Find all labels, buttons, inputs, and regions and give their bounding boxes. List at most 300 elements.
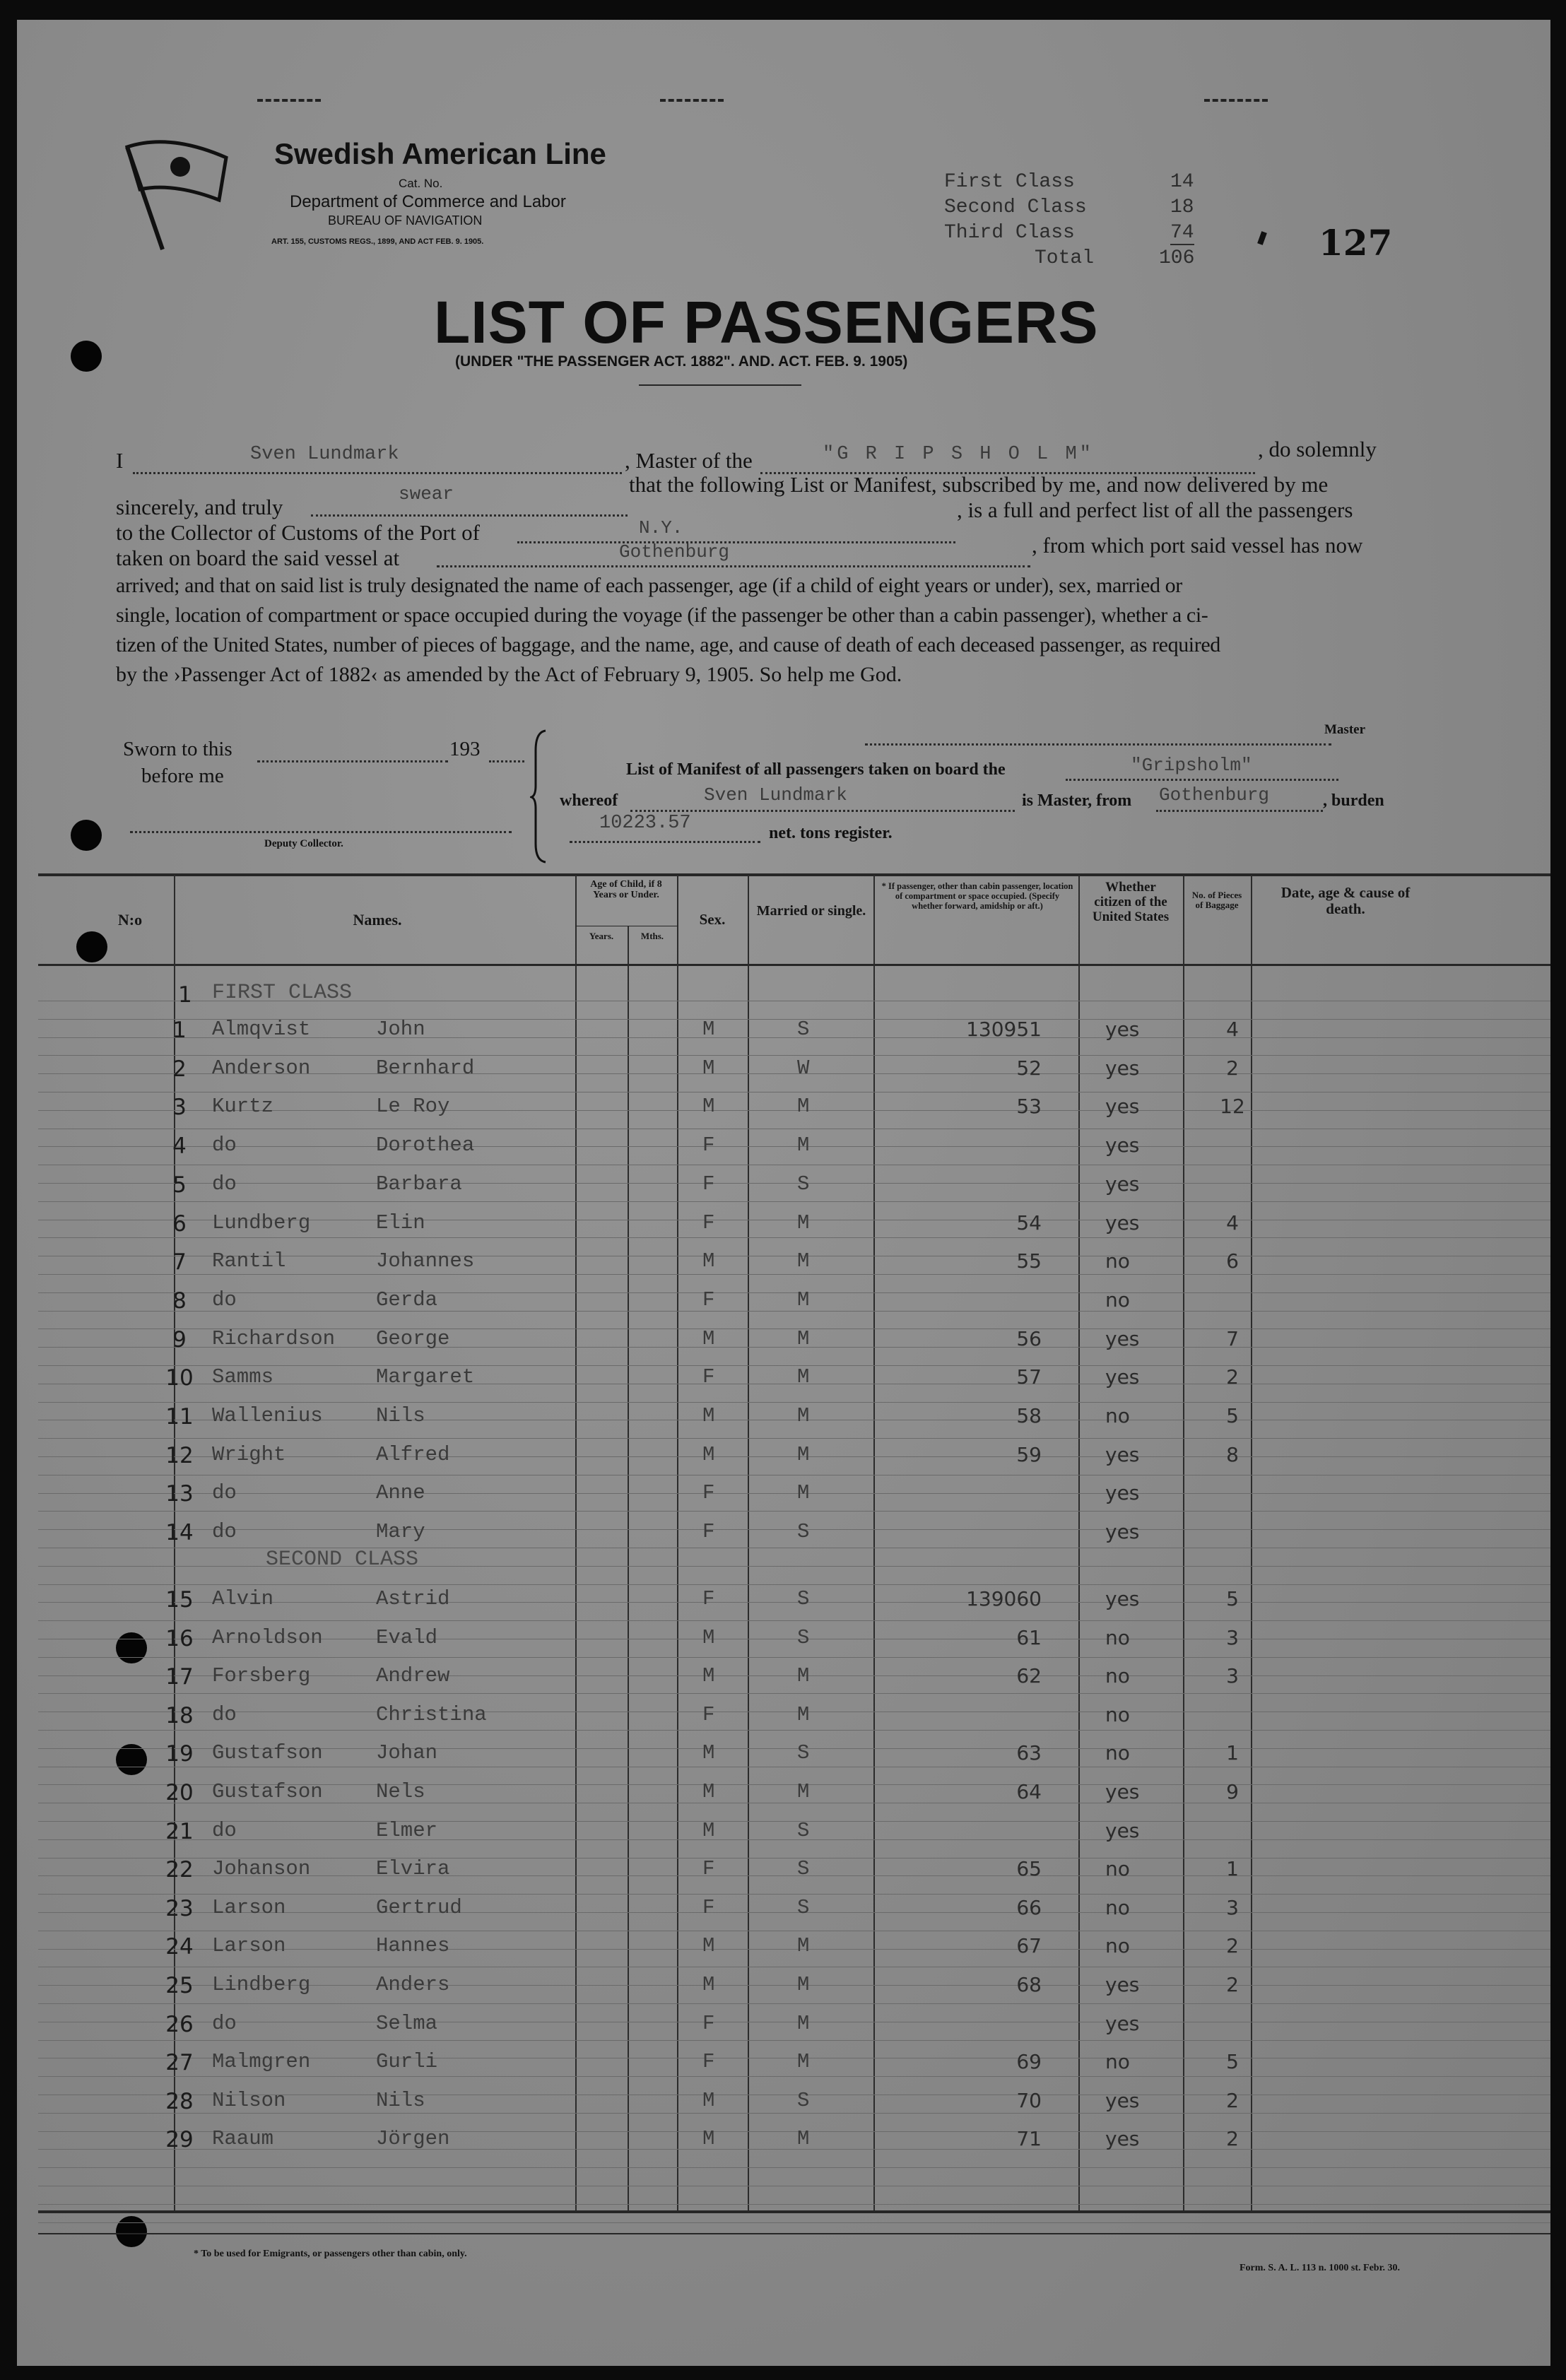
column-divider [575, 875, 577, 2210]
cell-citizen: no [1105, 1934, 1130, 1958]
cell-given-name: Elvira [376, 1857, 450, 1881]
header-no: N:o [117, 911, 143, 929]
cell-citizen: no [1105, 1741, 1130, 1765]
oath-from-which: , from which port said vessel has now [1032, 533, 1363, 558]
cell-location: 54 [1016, 1210, 1042, 1235]
column-divider [628, 926, 629, 2210]
cell-row-number: 21 [165, 1818, 194, 1844]
cell-row-number: 6 [172, 1210, 187, 1237]
oath-taken-on-board: taken on board the said vessel at [116, 546, 400, 570]
whereof: whereof [560, 791, 618, 810]
cell-given-name: Johan [376, 1741, 438, 1765]
cell-marital-status: M [797, 1780, 810, 1803]
cell-surname: Lindberg [212, 1973, 311, 1996]
header-location: * If passenger, other than cabin passenger, location of compartment or space occupied. (Specify whether forward, amidship or aft.) [881, 881, 1073, 911]
master-label: Master [1324, 722, 1366, 737]
column-divider [873, 875, 875, 2210]
row-rule [38, 2167, 1550, 2168]
cell-marital-status: M [797, 1702, 810, 1726]
manifest-vessel: "Gripsholm" [1131, 755, 1252, 776]
cell-citizen: yes [1105, 1520, 1140, 1544]
header-sex: Sex. [699, 911, 726, 928]
third-class-label: Third Class [944, 222, 1075, 244]
cell-location: 69 [1016, 2050, 1042, 2074]
cell-baggage-count: 2 [1226, 1973, 1239, 1996]
master-signature-line [865, 743, 1331, 746]
first-class-value: 14 [1170, 171, 1194, 193]
oath-departure-port: Gothenburg [619, 541, 730, 562]
oath-sincerely: sincerely, and truly [116, 495, 283, 519]
cell-given-name: George [376, 1326, 450, 1350]
cell-citizen: yes [1105, 1973, 1140, 1996]
cell-row-number: 13 [165, 1481, 194, 1507]
cell-given-name: Johannes [376, 1249, 475, 1273]
cell-marital-status: M [797, 1481, 810, 1505]
cell-sex: F [702, 1520, 715, 1544]
punch-hole [71, 341, 102, 372]
cell-sex: M [702, 1818, 715, 1842]
row-rule [38, 1821, 1550, 1822]
cell-marital-status: S [797, 1741, 810, 1765]
cell-baggage-count: 2 [1226, 2127, 1239, 2151]
cell-location: 55 [1016, 1249, 1042, 1273]
cell-surname: Gustafson [212, 1741, 323, 1765]
dotted-field [1066, 779, 1338, 781]
cell-sex: M [702, 1934, 715, 1958]
punch-hole [76, 931, 107, 962]
cell-row-number: 7 [172, 1249, 187, 1276]
oath-port: N.Y. [639, 517, 683, 538]
cell-surname: Alvin [212, 1587, 274, 1610]
cell-given-name: Jörgen [376, 2127, 450, 2151]
cell-location: 59 [1016, 1442, 1042, 1466]
net-tons: net. tons register. [769, 824, 893, 842]
cell-baggage-count: 8 [1226, 1442, 1239, 1466]
cell-baggage-count: 4 [1226, 1210, 1239, 1235]
cell-surname: Anderson [212, 1056, 311, 1080]
cell-citizen: yes [1105, 1481, 1140, 1505]
cell-given-name: Gertrud [376, 1895, 462, 1919]
first-class-label: First Class [944, 171, 1075, 193]
third-class-value: 74 [1170, 222, 1194, 244]
punch-hole [71, 820, 102, 851]
cell-citizen: yes [1105, 1326, 1140, 1350]
cell-marital-status: S [797, 1172, 810, 1196]
oath-line-1: arrived; and that on said list is truly designated the name of each passenger, age (if a child of eight years or under), sex, married or [116, 574, 1182, 597]
deputy-collector: Deputy Collector. [264, 838, 343, 849]
cell-citizen: no [1105, 2050, 1130, 2074]
header-married: Married or single. [756, 903, 866, 919]
header-death: Date, age & cause of death. [1281, 884, 1411, 918]
cell-location: 58 [1016, 1404, 1042, 1427]
row-rule [38, 1584, 1550, 1585]
oath-following-list: that the following List or Manifest, subscribed by me, and now delivered by me [629, 472, 1329, 497]
second-class-value: 18 [1170, 196, 1194, 218]
row-rule [38, 1657, 1550, 1658]
row-rule [38, 2113, 1550, 2114]
cell-given-name: Mary [376, 1520, 425, 1544]
punch-hole [116, 1632, 147, 1663]
cell-citizen: yes [1105, 2011, 1140, 2035]
cell-row-number: 19 [165, 1741, 194, 1767]
line-name: Swedish American Line [274, 137, 606, 170]
cell-baggage-count: 1 [1226, 1857, 1239, 1881]
cell-sex: M [702, 1442, 715, 1466]
cell-marital-status: M [797, 1973, 810, 1996]
row-rule [38, 1237, 1550, 1238]
cell-given-name: Anne [376, 1481, 425, 1505]
cell-row-number: 3 [172, 1095, 187, 1121]
cat-no: Cat. No. [399, 177, 443, 190]
cell-baggage-count: 3 [1226, 1625, 1239, 1649]
cell-baggage-count: 2 [1226, 2088, 1239, 2112]
row-rule [38, 1529, 1550, 1530]
cell-citizen: yes [1105, 1172, 1140, 1196]
oath-do-solemnly: , do solemnly [1258, 437, 1377, 461]
header-names: Names. [353, 911, 402, 929]
dotted-field [257, 760, 448, 762]
cell-row-number: 1 [172, 1018, 187, 1043]
row-rule [38, 2222, 1550, 2223]
dotted-field [1156, 810, 1323, 812]
dotted-field [133, 472, 622, 474]
row-rule [38, 1839, 1550, 1840]
cell-marital-status: S [797, 1587, 810, 1610]
cell-row-number: 14 [165, 1520, 194, 1546]
list-of-manifest: List of Manifest of all passengers taken on board the [626, 760, 1006, 779]
oath-line-2: single, location of compartment or space occupied during the voyage (if the passenger be other than a cabin passenger), whether a ci- [116, 603, 1208, 627]
cell-baggage-count: 2 [1226, 1934, 1239, 1958]
header-age: Age of Child, if 8 Years or Under. [590, 879, 662, 901]
cell-marital-status: S [797, 1520, 810, 1544]
top-mark [257, 99, 321, 102]
cell-sex: M [702, 1326, 715, 1350]
cell-surname: Wallenius [212, 1404, 323, 1427]
cell-baggage-count: 7 [1226, 1326, 1239, 1350]
cell-marital-status: M [797, 2050, 810, 2074]
dotted-field [437, 565, 1030, 567]
row-rule [38, 1511, 1550, 1512]
cell-location: 52 [1016, 1056, 1042, 1080]
row-rule [38, 2204, 1550, 2205]
row-rule [38, 1146, 1550, 1147]
cell-baggage-count: 2 [1226, 1365, 1239, 1389]
cell-surname: do [212, 1288, 237, 1312]
cell-given-name: Elin [376, 1210, 425, 1235]
row-rule [38, 1311, 1550, 1312]
cell-sex: M [702, 2088, 715, 2112]
cell-given-name: Dorothea [376, 1133, 475, 1157]
header-years: Years. [589, 931, 614, 941]
total-label: Total [1035, 247, 1095, 269]
oath-swear: swear [399, 483, 454, 505]
cell-row-number: 23 [165, 1895, 194, 1921]
manifest-tons: 10223.57 [599, 813, 691, 834]
cell-row-number: 29 [165, 2127, 194, 2153]
cell-sex: F [702, 1702, 715, 1726]
cell-surname: Nilson [212, 2088, 286, 2112]
row-rule [38, 1894, 1550, 1895]
cell-given-name: John [376, 1018, 425, 1041]
cell-baggage-count: 3 [1226, 1664, 1239, 1688]
cell-baggage-count: 5 [1226, 1587, 1239, 1610]
cell-citizen: yes [1105, 1056, 1140, 1080]
column-divider [1078, 875, 1080, 2210]
cell-baggage-count: 2 [1226, 1056, 1239, 1080]
top-mark [660, 99, 724, 102]
cell-given-name: Gerda [376, 1288, 438, 1312]
row-rule [38, 1292, 1550, 1293]
row-rule [38, 1201, 1550, 1202]
cell-marital-status: S [797, 1625, 810, 1649]
cell-marital-status: M [797, 1095, 810, 1119]
row-rule [38, 1402, 1550, 1403]
cell-sex: F [702, 1365, 715, 1389]
cell-marital-status: M [797, 1664, 810, 1688]
cell-sex: M [702, 1625, 715, 1649]
oath-i: I [116, 448, 124, 473]
cell-marital-status: M [797, 1442, 810, 1466]
row-rule [38, 1730, 1550, 1731]
footer-note: * To be used for Emigrants, or passengers other than cabin, only. [194, 2249, 467, 2259]
flag-logo [106, 133, 247, 253]
row-rule [38, 1620, 1550, 1621]
cell-row-number: 9 [172, 1326, 187, 1353]
cell-row-number: 15 [165, 1587, 194, 1613]
cell-location: 70 [1016, 2088, 1042, 2112]
section-second-label: SECOND CLASS [266, 1548, 419, 1572]
dotted-field [311, 514, 628, 517]
cell-baggage-count: 6 [1226, 1249, 1239, 1273]
tick-mark [1257, 231, 1267, 245]
table-top-rule [38, 873, 1550, 876]
oath-collector: to the Collector of Customs of the Port of [116, 520, 480, 545]
cell-surname: do [212, 1702, 237, 1726]
cell-citizen: yes [1105, 2088, 1140, 2112]
punch-hole [116, 2216, 147, 2247]
is-master-from: is Master, from [1022, 791, 1132, 810]
cell-marital-status: M [797, 1288, 810, 1312]
table-bottom-rule [38, 2233, 1550, 2234]
cell-baggage-count: 5 [1226, 1404, 1239, 1427]
cell-given-name: Evald [376, 1625, 438, 1649]
cell-sex: F [702, 2050, 715, 2074]
cell-citizen: yes [1105, 1818, 1140, 1842]
cell-row-number: 27 [165, 2050, 194, 2076]
header-citizen: Whether citizen of the United States [1092, 880, 1170, 924]
cell-surname: Kurtz [212, 1095, 274, 1119]
cell-given-name: Nels [376, 1780, 425, 1803]
manifest-page [17, 20, 1550, 2366]
cell-sex: M [702, 1249, 715, 1273]
cell-sex: F [702, 1587, 715, 1610]
oath-line-3: tizen of the United States, number of pieces of baggage, and the name, age, and cause of death of each deceased passenger, as required [116, 633, 1220, 656]
cell-given-name: Elmer [376, 1818, 438, 1842]
header-mths: Mths. [640, 931, 664, 941]
page-subtitle: (UNDER "THE PASSENGER ACT. 1882". AND. ACT. FEB. 9. 1905) [455, 353, 908, 370]
cell-given-name: Selma [376, 2011, 438, 2035]
row-rule [38, 1183, 1550, 1184]
cell-surname: Almqvist [212, 1018, 311, 1041]
dotted-field [630, 810, 1015, 812]
brace [530, 729, 551, 864]
cell-surname: Larson [212, 1895, 286, 1919]
cell-sex: F [702, 2011, 715, 2035]
cell-marital-status: S [797, 2088, 810, 2112]
cell-given-name: Nils [376, 1404, 425, 1427]
cell-location: 68 [1016, 1973, 1042, 1996]
form-number: Form. S. A. L. 113 n. 1000 st. Febr. 30. [1240, 2263, 1400, 2273]
cell-given-name: Hannes [376, 1934, 450, 1958]
cell-baggage-count: 3 [1226, 1895, 1239, 1919]
cell-sex: M [702, 1973, 715, 1996]
second-class-label: Second Class [944, 196, 1087, 218]
column-divider [1183, 875, 1184, 2210]
cell-surname: do [212, 2011, 237, 2035]
cell-baggage-count: 1 [1226, 1741, 1239, 1765]
table-bottom-rule [38, 2210, 1550, 2213]
cell-row-number: 20 [165, 1780, 194, 1805]
cell-sex: M [702, 1095, 715, 1119]
title-rule [639, 384, 801, 386]
cell-given-name: Gurli [376, 2050, 438, 2074]
cell-given-name: Le Roy [376, 1095, 450, 1119]
cell-marital-status: M [797, 2011, 810, 2035]
cell-surname: Arnoldson [212, 1625, 323, 1649]
cell-surname: do [212, 1133, 237, 1157]
cell-location: 66 [1016, 1895, 1042, 1919]
cell-row-number: 26 [165, 2011, 194, 2037]
sworn-to-this: Sworn to this [123, 738, 232, 760]
oath-master-name: Sven Lundmark [250, 444, 399, 465]
cell-sex: M [702, 1056, 715, 1080]
cell-marital-status: M [797, 1210, 810, 1235]
cell-given-name: Barbara [376, 1172, 462, 1196]
cell-marital-status: M [797, 1249, 810, 1273]
row-rule [38, 1693, 1550, 1694]
department: Department of Commerce and Labor [290, 192, 566, 211]
cell-row-number: 16 [165, 1625, 194, 1651]
column-divider [748, 875, 749, 2210]
cell-given-name: Astrid [376, 1587, 450, 1610]
cell-sex: M [702, 1018, 715, 1041]
header-baggage: No. of Pieces of Baggage [1191, 890, 1242, 911]
regs-citation: ART. 155, CUSTOMS REGS., 1899, AND ACT FEB. 9. 1905. [271, 237, 484, 246]
cell-location: 65 [1016, 1857, 1042, 1881]
row-rule [38, 2003, 1550, 2004]
cell-surname: do [212, 1520, 237, 1544]
cell-surname: Malmgren [212, 2050, 311, 2074]
page-number: 127 [1319, 222, 1393, 264]
cell-surname: do [212, 1172, 237, 1196]
cell-sex: F [702, 1210, 715, 1235]
cell-sex: M [702, 2127, 715, 2151]
cell-citizen: yes [1105, 1210, 1140, 1235]
cell-row-number: 10 [165, 1365, 194, 1391]
row-rule [38, 1566, 1550, 1567]
cell-citizen: no [1105, 1625, 1130, 1649]
cell-surname: Wright [212, 1442, 286, 1466]
cell-sex: F [702, 1133, 715, 1157]
cell-surname: Samms [212, 1365, 274, 1389]
cell-row-number: 4 [172, 1133, 187, 1160]
table-header-rule [38, 964, 1550, 966]
sworn-year: 193 [449, 738, 481, 760]
cell-given-name: Anders [376, 1973, 450, 1996]
cell-location: 61 [1016, 1625, 1042, 1649]
cell-row-number: 17 [165, 1664, 194, 1690]
cell-citizen: no [1105, 1895, 1130, 1919]
cell-given-name: Margaret [376, 1365, 475, 1389]
oath-full-list: , is a full and perfect list of all the passengers [957, 497, 1353, 522]
row-rule [38, 1274, 1550, 1275]
cell-marital-status: S [797, 1857, 810, 1881]
cell-citizen: no [1105, 1404, 1130, 1427]
deputy-signature-line [130, 831, 512, 833]
cell-baggage-count: 12 [1220, 1095, 1245, 1119]
cell-given-name: Nils [376, 2088, 425, 2112]
cell-location: 62 [1016, 1664, 1042, 1688]
cell-sex: M [702, 1780, 715, 1803]
cell-surname: Richardson [212, 1326, 336, 1350]
cell-given-name: Christina [376, 1702, 487, 1726]
dotted-field [517, 541, 955, 543]
manifest-from-port: Gothenburg [1159, 784, 1270, 806]
cell-surname: Gustafson [212, 1780, 323, 1803]
cell-marital-status: M [797, 1326, 810, 1350]
cell-given-name: Andrew [376, 1664, 450, 1688]
cell-row-number: 12 [165, 1442, 194, 1468]
cell-location: 67 [1016, 1934, 1042, 1958]
manifest-master-name: Sven Lundmark [704, 784, 847, 806]
row-rule [38, 2040, 1550, 2041]
cell-citizen: no [1105, 1288, 1130, 1312]
cell-surname: Lundberg [212, 1210, 311, 1235]
cell-given-name: Alfred [376, 1442, 450, 1466]
cell-citizen: no [1105, 1857, 1130, 1881]
cell-sex: F [702, 1481, 715, 1505]
column-divider [677, 875, 678, 2210]
cell-location: 139060 [966, 1587, 1042, 1610]
cell-baggage-count: 9 [1226, 1780, 1239, 1803]
cell-marital-status: M [797, 1133, 810, 1157]
cell-sex: F [702, 1288, 715, 1312]
oath-line-4: by the ›Passenger Act of 1882‹ as amended by the Act of February 9, 1905. So help me God. [116, 663, 902, 686]
cell-row-number: 8 [172, 1288, 187, 1314]
cell-sex: F [702, 1895, 715, 1919]
cell-sex: M [702, 1741, 715, 1765]
cell-citizen: yes [1105, 1442, 1140, 1466]
cell-citizen: no [1105, 1702, 1130, 1726]
row-rule [38, 1493, 1550, 1494]
total-value: 106 [1159, 247, 1195, 269]
cell-location: 57 [1016, 1365, 1042, 1389]
cell-row-number: 25 [165, 1973, 194, 1998]
cell-citizen: no [1105, 1664, 1130, 1688]
cell-citizen: no [1105, 1249, 1130, 1273]
cell-citizen: yes [1105, 1018, 1140, 1041]
burden: , burden [1323, 791, 1384, 810]
cell-sex: M [702, 1404, 715, 1427]
cell-row-number: 5 [172, 1172, 187, 1198]
cell-surname: do [212, 1818, 237, 1842]
cell-marital-status: M [797, 1404, 810, 1427]
cell-surname: Forsberg [212, 1664, 311, 1688]
cell-surname: Larson [212, 1934, 286, 1958]
cell-sex: F [702, 1172, 715, 1196]
cell-marital-status: M [797, 1365, 810, 1389]
cell-surname: Rantil [212, 1249, 286, 1273]
